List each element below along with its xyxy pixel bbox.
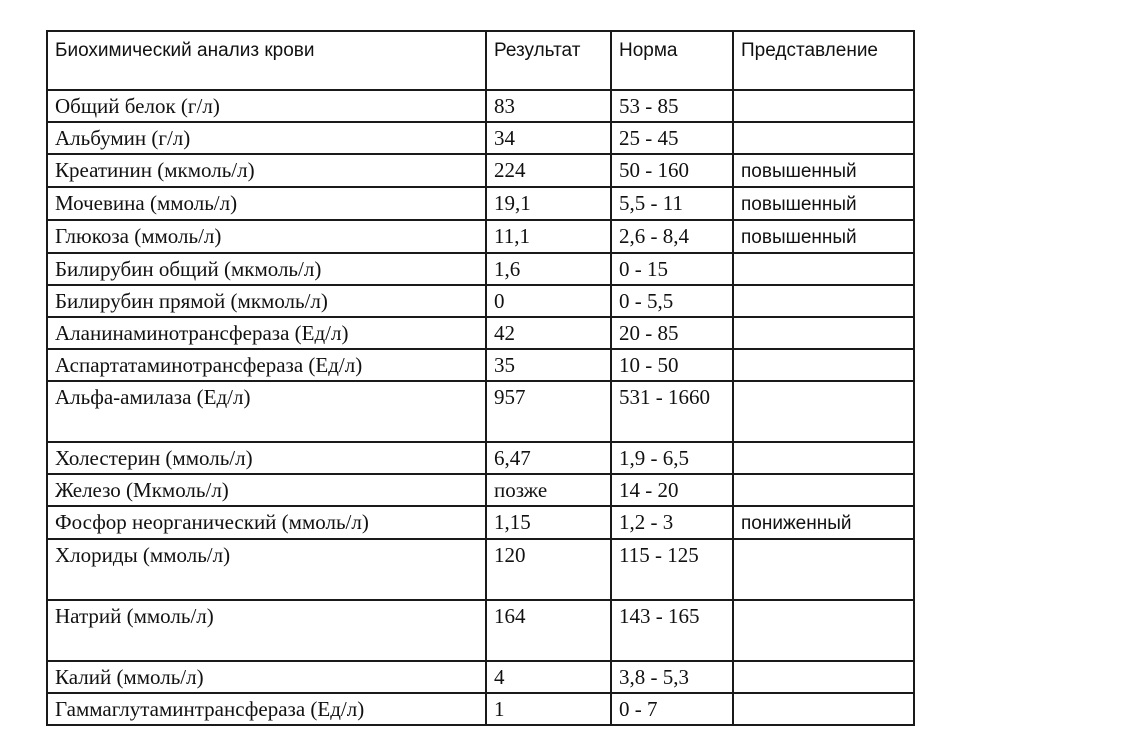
result-value: 957: [486, 381, 611, 442]
table-row: [47, 539, 914, 600]
assessment: [733, 90, 914, 122]
table-row: [47, 187, 914, 220]
assessment: [733, 442, 914, 474]
test-name: Фосфор неорганический (ммоль/л): [47, 506, 486, 539]
norm-range: 143 - 165: [611, 600, 733, 661]
result-value: 0: [486, 285, 611, 317]
assessment: повышенный: [733, 187, 914, 220]
header-assessment: Представление: [733, 31, 914, 90]
table-row: [47, 122, 914, 154]
assessment: пониженный: [733, 506, 914, 539]
result-value: 19,1: [486, 187, 611, 220]
result-value: 1,6: [486, 253, 611, 285]
test-name: Натрий (ммоль/л): [47, 600, 486, 661]
table-row: [47, 381, 914, 442]
table-row: [47, 253, 914, 285]
table-row: [47, 442, 914, 474]
table-row: [47, 220, 914, 253]
norm-range: 0 - 5,5: [611, 285, 733, 317]
result-value: 164: [486, 600, 611, 661]
norm-range: 1,9 - 6,5: [611, 442, 733, 474]
norm-range: 3,8 - 5,3: [611, 661, 733, 693]
blood-chemistry-table: [46, 30, 915, 726]
table-row: [47, 285, 914, 317]
result-value: 35: [486, 349, 611, 381]
assessment: [733, 381, 914, 442]
test-name: Железо (Мкмоль/л): [47, 474, 486, 506]
table-row: [47, 693, 914, 725]
assessment: [733, 661, 914, 693]
test-name: Холестерин (ммоль/л): [47, 442, 486, 474]
norm-range: 50 - 160: [611, 154, 733, 187]
test-name: Креатинин (мкмоль/л): [47, 154, 486, 187]
table-header-row: [47, 31, 914, 90]
result-value: 11,1: [486, 220, 611, 253]
norm-range: 531 - 1660: [611, 381, 733, 442]
test-name: Альбумин (г/л): [47, 122, 486, 154]
table-row: [47, 474, 914, 506]
cropped-caption-text: [50, 0, 830, 2]
table-row: [47, 154, 914, 187]
assessment: повышенный: [733, 154, 914, 187]
test-name: Билирубин общий (мкмоль/л): [47, 253, 486, 285]
norm-range: 14 - 20: [611, 474, 733, 506]
norm-range: 53 - 85: [611, 90, 733, 122]
norm-range: 0 - 7: [611, 693, 733, 725]
assessment: [733, 600, 914, 661]
test-name: Общий белок (г/л): [47, 90, 486, 122]
result-value: 224: [486, 154, 611, 187]
assessment: [733, 285, 914, 317]
assessment: [733, 693, 914, 725]
header-norm: Норма: [611, 31, 733, 90]
test-name: Аспартатаминотрансфераза (Ед/л): [47, 349, 486, 381]
header-result: Результат: [486, 31, 611, 90]
test-name: Калий (ммоль/л): [47, 661, 486, 693]
table-row: [47, 317, 914, 349]
table-row: [47, 661, 914, 693]
test-name: Билирубин прямой (мкмоль/л): [47, 285, 486, 317]
norm-range: 1,2 - 3: [611, 506, 733, 539]
table-row: [47, 90, 914, 122]
result-value: 1,15: [486, 506, 611, 539]
test-name: Гаммаглутаминтрансфераза (Ед/л): [47, 693, 486, 725]
result-value: 34: [486, 122, 611, 154]
result-value: 4: [486, 661, 611, 693]
assessment: [733, 317, 914, 349]
assessment: [733, 474, 914, 506]
table-row: [47, 506, 914, 539]
assessment: [733, 539, 914, 600]
assessment: [733, 253, 914, 285]
header-test: Биохимический анализ крови: [47, 31, 486, 90]
norm-range: 10 - 50: [611, 349, 733, 381]
result-value: 42: [486, 317, 611, 349]
table-row: [47, 349, 914, 381]
norm-range: 25 - 45: [611, 122, 733, 154]
result-value: 1: [486, 693, 611, 725]
result-value: 120: [486, 539, 611, 600]
result-value: позже: [486, 474, 611, 506]
assessment: [733, 349, 914, 381]
assessment: повышенный: [733, 220, 914, 253]
table-row: [47, 600, 914, 661]
test-name: Альфа-амилаза (Ед/л): [47, 381, 486, 442]
result-value: 83: [486, 90, 611, 122]
norm-range: 5,5 - 11: [611, 187, 733, 220]
norm-range: 0 - 15: [611, 253, 733, 285]
result-value: 6,47: [486, 442, 611, 474]
norm-range: 20 - 85: [611, 317, 733, 349]
test-name: Глюкоза (ммоль/л): [47, 220, 486, 253]
test-name: Аланинаминотрансфераза (Ед/л): [47, 317, 486, 349]
norm-range: 115 - 125: [611, 539, 733, 600]
assessment: [733, 122, 914, 154]
norm-range: 2,6 - 8,4: [611, 220, 733, 253]
test-name: Мочевина (ммоль/л): [47, 187, 486, 220]
test-name: Хлориды (ммоль/л): [47, 539, 486, 600]
